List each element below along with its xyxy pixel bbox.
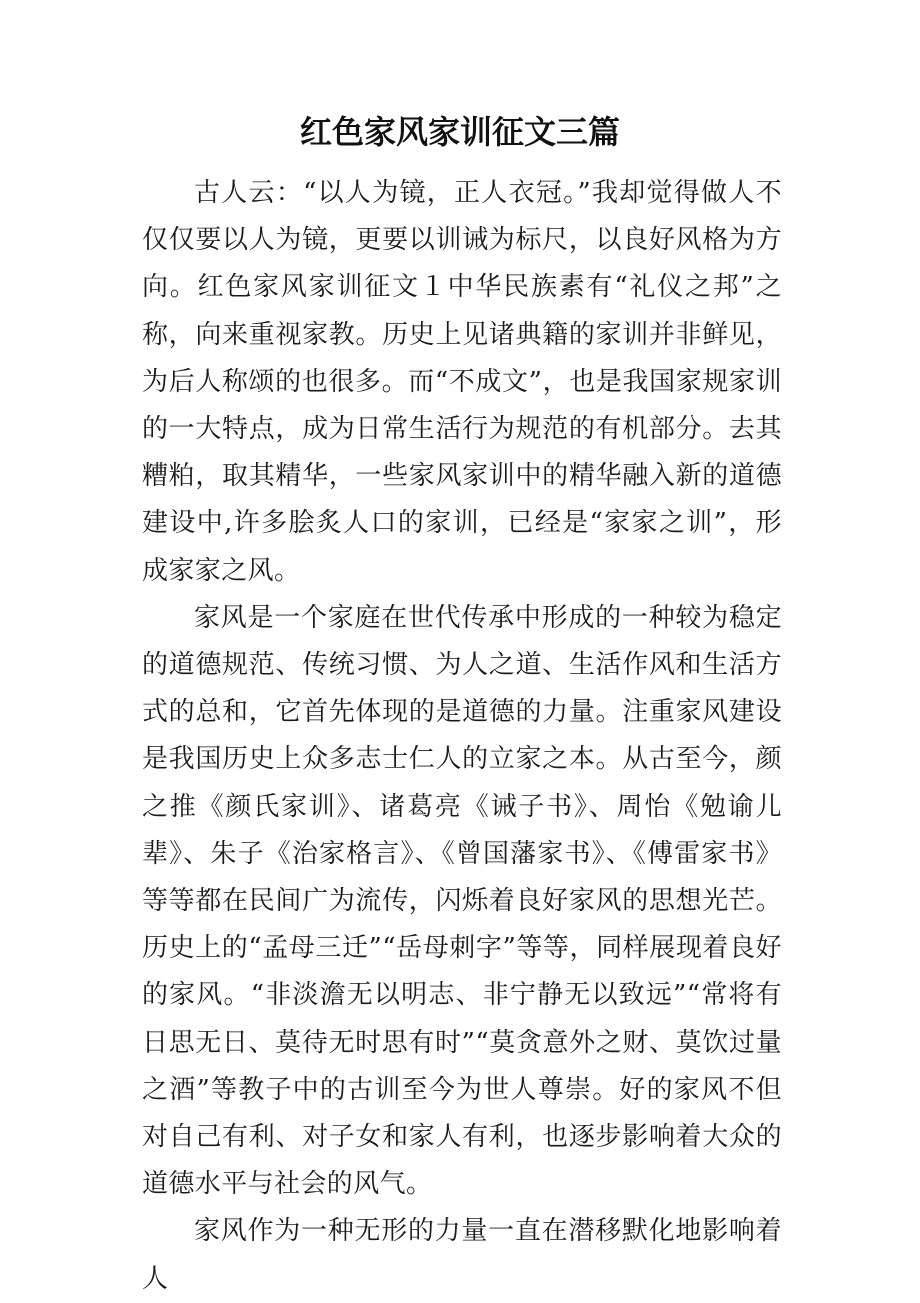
paragraph: 家风是一个家庭在世代传承中形成的一种较为稳定的道德规范、传统习惯、为人之道、生活作风和生活方式的总和，它首先体现的是道德的力量。注重家风建设是我国历史上众多志士仁人的立家之本。从古至今，颜之推《颜氏家训》、诸葛亮《诫子书》、周怡《勉谕儿辈》、朱子《治家格言》、《曾国藩家书》、《傅雷家书》等等都在民间广为流传，闪烁着良好家风的思想光芒。历史上的“孟母三迁”“岳母刺字”等等，同样展现着良好的家风。“非淡澹无以明志、非宁静无以致远”“常将有日思无日、莫待无时思有时”“莫贪意外之财、莫饮过量之酒”等教子中的古训至今为世人尊崇。好的家风不但对自己有利、对子女和家人有利，也逐步影响着大众的道德水平与社会的风气。 [142,602,782,1200]
paragraph: 家风作为一种无形的力量一直在潜移默化地影响着人 [142,1216,782,1294]
document-body [142,170,782,1303]
paragraph: 古人云：“以人为镜，正人衣冠。”我却觉得做人不仅仅要以人为镜，更要以训诫为标尺，以良好风格为方向。红色家风家训征文１中华民族素有“礼仪之邦”之称，向来重视家教。历史上见诸典籍的家训并非鲜见，为后人称颂的也很多。而“不成文”，也是我国家规家训的一大特点，成为日常生活行为规范的有机部分。去其糟粕，取其精华，一些家风家训中的精华融入新的道德建设中,许多脍炙人口的家训，已经是“家家之训”，形成家家之风。 [142,178,782,586]
document-title: 红色家风家训征文三篇 [299,113,620,151]
